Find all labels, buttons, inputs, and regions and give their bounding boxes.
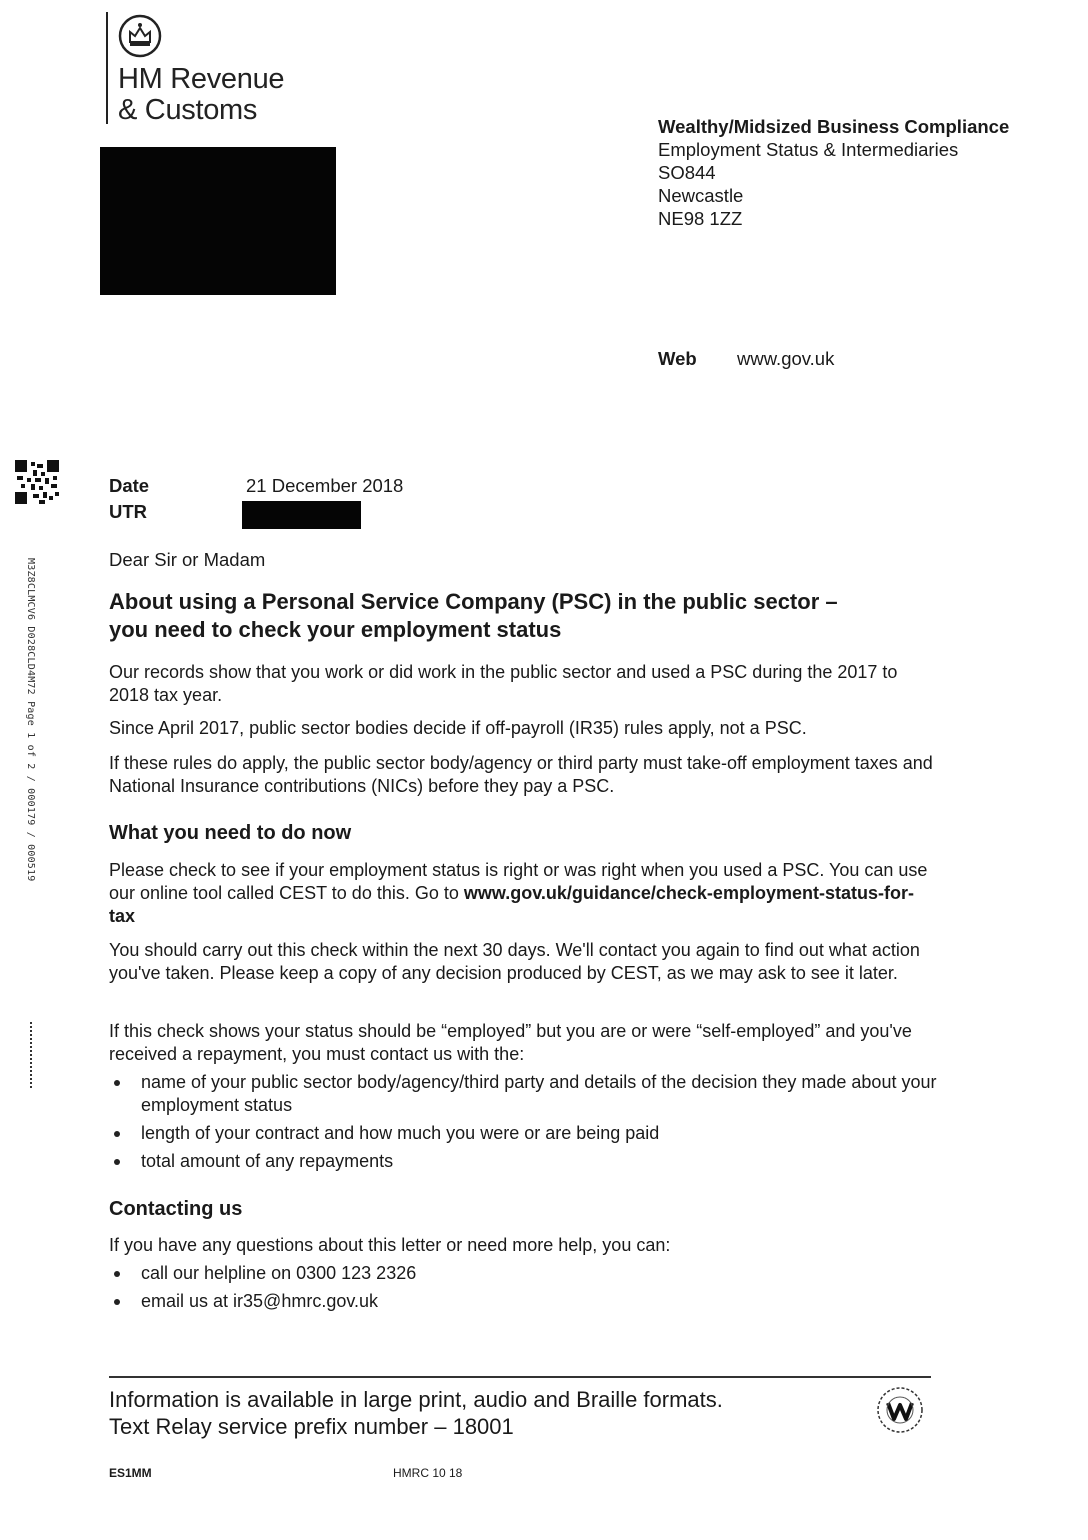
sender-line5: NE98 1ZZ xyxy=(658,208,743,229)
royal-crest-icon xyxy=(118,14,162,58)
org-name xyxy=(118,64,284,126)
paragraph-check-status xyxy=(109,859,939,928)
sender-address xyxy=(658,115,1009,230)
side-margin-reference: M3Z8CLMCV6 D028CLD4M72 Page 1 of 2 / 000179 / 000519 xyxy=(25,558,36,882)
form-code: ES1MM xyxy=(109,1466,152,1480)
list-item: total amount of any repayments xyxy=(109,1150,939,1173)
paragraph-if-employed: If this check shows your status should be “employed” but you are or were “self-employed” and you've received a repayment, you must contact us with the: xyxy=(109,1021,912,1064)
paragraph-questions: If you have any questions about this letter or need more help, you can: xyxy=(109,1235,671,1255)
list-item: length of your contract and how much you were or are being paid xyxy=(109,1122,939,1145)
letter-heading-line2: you need to check your employment status xyxy=(109,617,562,642)
footer-divider xyxy=(109,1376,931,1378)
org-name-line1: HM Revenue xyxy=(118,63,285,95)
paragraph-records: Our records show that you work or did work in the public sector and used a PSC during the 2017 to 2018 tax year. xyxy=(109,662,898,705)
web-label: Web xyxy=(658,348,697,369)
footer-info-line2: Text Relay service prefix number – 18001 xyxy=(109,1414,514,1439)
sender-line1: Wealthy/Midsized Business Compliance xyxy=(658,116,1010,137)
section-title-contacting-us: Contacting us xyxy=(109,1198,243,1220)
disability-confident-badge-icon xyxy=(868,1383,932,1437)
redacted-utr xyxy=(242,501,361,529)
org-name-line2: & Customs xyxy=(118,94,258,126)
footer-info xyxy=(109,1386,723,1440)
utr-label: UTR xyxy=(109,501,148,522)
list-item-helpline: call our helpline on 0300 123 2326 xyxy=(109,1262,939,1285)
paragraph-rules-apply: If these rules do apply, the public sector body/agency or third party must take-off employment taxes and National Insurance contributions (NICs) before they pay a PSC. xyxy=(109,753,933,796)
cest-guidance-link[interactable]: www.gov.uk/guidance/check-employment-status-for-tax xyxy=(109,883,914,926)
side-margin-dots xyxy=(30,1022,32,1090)
list-item: name of your public sector body/agency/third party and details of the decision they made about your employment status xyxy=(109,1071,939,1117)
sender-line3: SO844 xyxy=(658,162,716,183)
contact-details-list xyxy=(109,1071,939,1178)
logo-rule xyxy=(106,12,108,124)
paragraph-30-days: You should carry out this check within the next 30 days. We'll contact you again to find out what action you've taken. Please keep a copy of any decision produced by CEST, as we may ask to see it later. xyxy=(109,940,920,983)
section-title-what-to-do: What you need to do now xyxy=(109,822,352,844)
date-value: 21 December 2018 xyxy=(246,475,404,496)
form-version: HMRC 10 18 xyxy=(393,1466,463,1480)
paragraph-check-status-text: Please check to see if your employment status is right or was right when you used a PSC. You can use our online tool called CEST to do this. Go to xyxy=(109,860,928,903)
list-item-email: email us at ir35@hmrc.gov.uk xyxy=(109,1290,939,1313)
date-label: Date xyxy=(109,475,150,496)
redacted-address-block xyxy=(100,147,336,295)
salutation: Dear Sir or Madam xyxy=(109,549,266,570)
letter-heading xyxy=(109,588,939,644)
sender-line4: Newcastle xyxy=(658,185,744,206)
footer-info-line1: Information is available in large print, audio and Braille formats. xyxy=(109,1387,723,1412)
sender-line2: Employment Status & Intermediaries xyxy=(658,139,959,160)
contact-options-list xyxy=(109,1262,939,1318)
web-value: www.gov.uk xyxy=(737,348,835,369)
paragraph-since-april: Since April 2017, public sector bodies decide if off-payroll (IR35) rules apply, not a PSC. xyxy=(109,718,807,738)
qr-code-icon xyxy=(15,460,59,504)
letter-heading-line1: About using a Personal Service Company (PSC) in the public sector – xyxy=(109,589,838,614)
